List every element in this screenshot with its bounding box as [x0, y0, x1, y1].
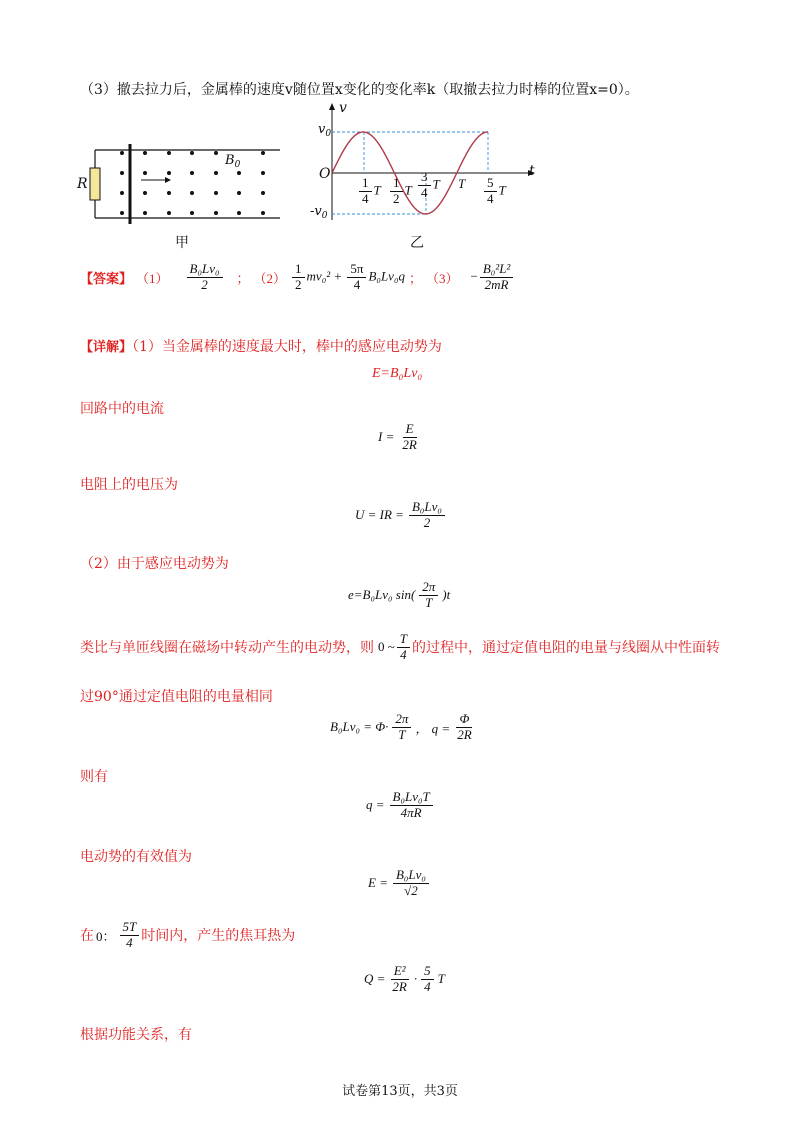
eq-effective-emf: E = $\frac{\text{B₀Lv₀}}{√2}$	[368, 868, 431, 899]
explain-line-5: 类比与单匝线圈在磁场中转动产生的电动势，则 0 ~ $\frac{T}{4}$ 的过程中，通过定值电阻的电量与线圈从中性面转	[80, 631, 721, 662]
answer-1: $\frac{\text{B₀Lv₀}}{2}$	[187, 262, 223, 293]
field-dot	[214, 191, 218, 195]
tick-half-T: $\frac{1}{2}$ T	[388, 176, 412, 207]
field-dot	[261, 171, 265, 175]
field-dot	[167, 211, 171, 215]
resistor	[90, 168, 100, 200]
field-dot	[167, 151, 171, 155]
explain-line-10: 根据功能关系，有	[80, 1027, 192, 1043]
field-dot	[120, 211, 124, 215]
field-dot	[261, 191, 265, 195]
circuit-diagram	[75, 140, 285, 230]
eq-emf-sin: e=B₀Lv₀ sin( $\frac{2\pi}{T}$ )t	[348, 579, 451, 610]
field-dot	[143, 171, 147, 175]
origin-label: O	[319, 166, 331, 182]
field-dot	[190, 191, 194, 195]
field-dot	[214, 171, 218, 175]
neg-v0-symbol: -v	[310, 204, 322, 219]
field-dot	[143, 151, 147, 155]
field-symbol: B	[225, 153, 235, 168]
eq-flux: B₀Lv₀ = Φ· $\frac{2\pi}{T}$ ， q = $\frac{\Phi}{2R}$	[330, 711, 472, 742]
neg-v0-label: $-v_0$	[310, 204, 328, 221]
explain-line-2: 回路中的电流	[80, 401, 164, 417]
answer-part3-label: （3）	[425, 270, 459, 286]
eq-current: I = $\frac{E}{2R}$	[378, 421, 417, 452]
explain-line-7: 则有	[80, 769, 108, 785]
field-dot	[120, 151, 124, 155]
field-dot	[214, 151, 218, 155]
field-dot	[190, 211, 194, 215]
eq-emf: E=B₀Lv₀	[372, 366, 423, 381]
eq-voltage: U = IR = $\frac{\text{B₀Lv₀}}{2}$	[355, 500, 447, 531]
field-dot	[120, 191, 124, 195]
explain-line-9: 在 0： $\frac{5T}{4}$ 时间内，产生的焦耳热为	[80, 919, 296, 950]
field-dot	[167, 171, 171, 175]
figure-jia	[75, 140, 285, 250]
v0-label: $v_0$	[318, 122, 332, 139]
field-dot	[237, 211, 241, 215]
field-dot	[143, 191, 147, 195]
answer-3: − $\frac{\text{B₀²L²}}{2mR}$	[471, 262, 516, 293]
field-dot	[190, 171, 194, 175]
explain-line-4: （2）由于感应电动势为	[80, 556, 229, 572]
field-dot	[143, 211, 147, 215]
v0-symbol: v	[318, 122, 326, 137]
answer-line: 【答案】 （1） $\frac{\text{B₀Lv₀}}{2}$ ； （2） $\frac{1}{2}$ mv₀² + $\frac{5\pi}{4}$ B₀Lv₀q ； （3） − $\frac{\text{B₀²L²}}{2mR}$	[80, 262, 515, 293]
field-dot	[190, 151, 194, 155]
caption-yi: 乙	[410, 235, 424, 251]
tick-quarter-T: $\frac{1}{4}$ T	[357, 176, 381, 207]
eq-charge: q = $\frac{\text{B₀Lv₀T}}{4\pi R}$	[366, 790, 435, 821]
field-dot	[120, 171, 124, 175]
answer-label: 【答案】	[80, 271, 133, 287]
explain-line-8: 电动势的有效值为	[80, 849, 192, 865]
explain-line-1: 【详解】（1）当金属棒的速度最大时，棒中的感应电动势为	[80, 339, 442, 355]
tick-five-quarter-T: $\frac{5}{4}$ T	[482, 176, 506, 207]
field-dot	[214, 211, 218, 215]
page-footer: 试卷第13页，共3页	[342, 1084, 458, 1099]
resistor-label: R	[77, 176, 88, 192]
explain-line-3: 电阻上的电压为	[80, 477, 178, 493]
v-axis-arrow	[329, 103, 335, 110]
v-axis-label: v	[339, 100, 347, 116]
field-dot	[237, 191, 241, 195]
field-dot	[261, 211, 265, 215]
field-dot	[237, 171, 241, 175]
explain-line-6: 过90°通过定值电阻的电量相同	[80, 689, 273, 705]
question-line: （3）撤去拉力后，金属棒的速度v随位置x变化的变化率k（取撤去拉力时棒的位置x=0）。	[80, 82, 639, 98]
answer-part2-label: （2）	[253, 270, 287, 286]
tick-T: T	[458, 176, 466, 191]
t-axis-label: t	[529, 163, 535, 179]
answer-part1-label: （1）	[136, 270, 169, 286]
field-label	[225, 153, 240, 170]
field-dot	[261, 151, 265, 155]
tick-three-quarter-T: $\frac{3}{4}$ T	[416, 170, 440, 201]
figure-yi	[310, 100, 540, 250]
caption-jia: 甲	[175, 235, 189, 251]
answer-2: $\frac{1}{2}$ mv₀² + $\frac{5\pi}{4}$ B₀Lv₀q	[290, 262, 405, 293]
eq-joule-heat: Q = $\frac{\text{E²}}{2R}$ · $\frac{5}{4}$ T	[364, 963, 445, 994]
field-subscript: 0	[234, 160, 241, 170]
field-dot	[167, 191, 171, 195]
velocity-arrow	[165, 177, 171, 183]
